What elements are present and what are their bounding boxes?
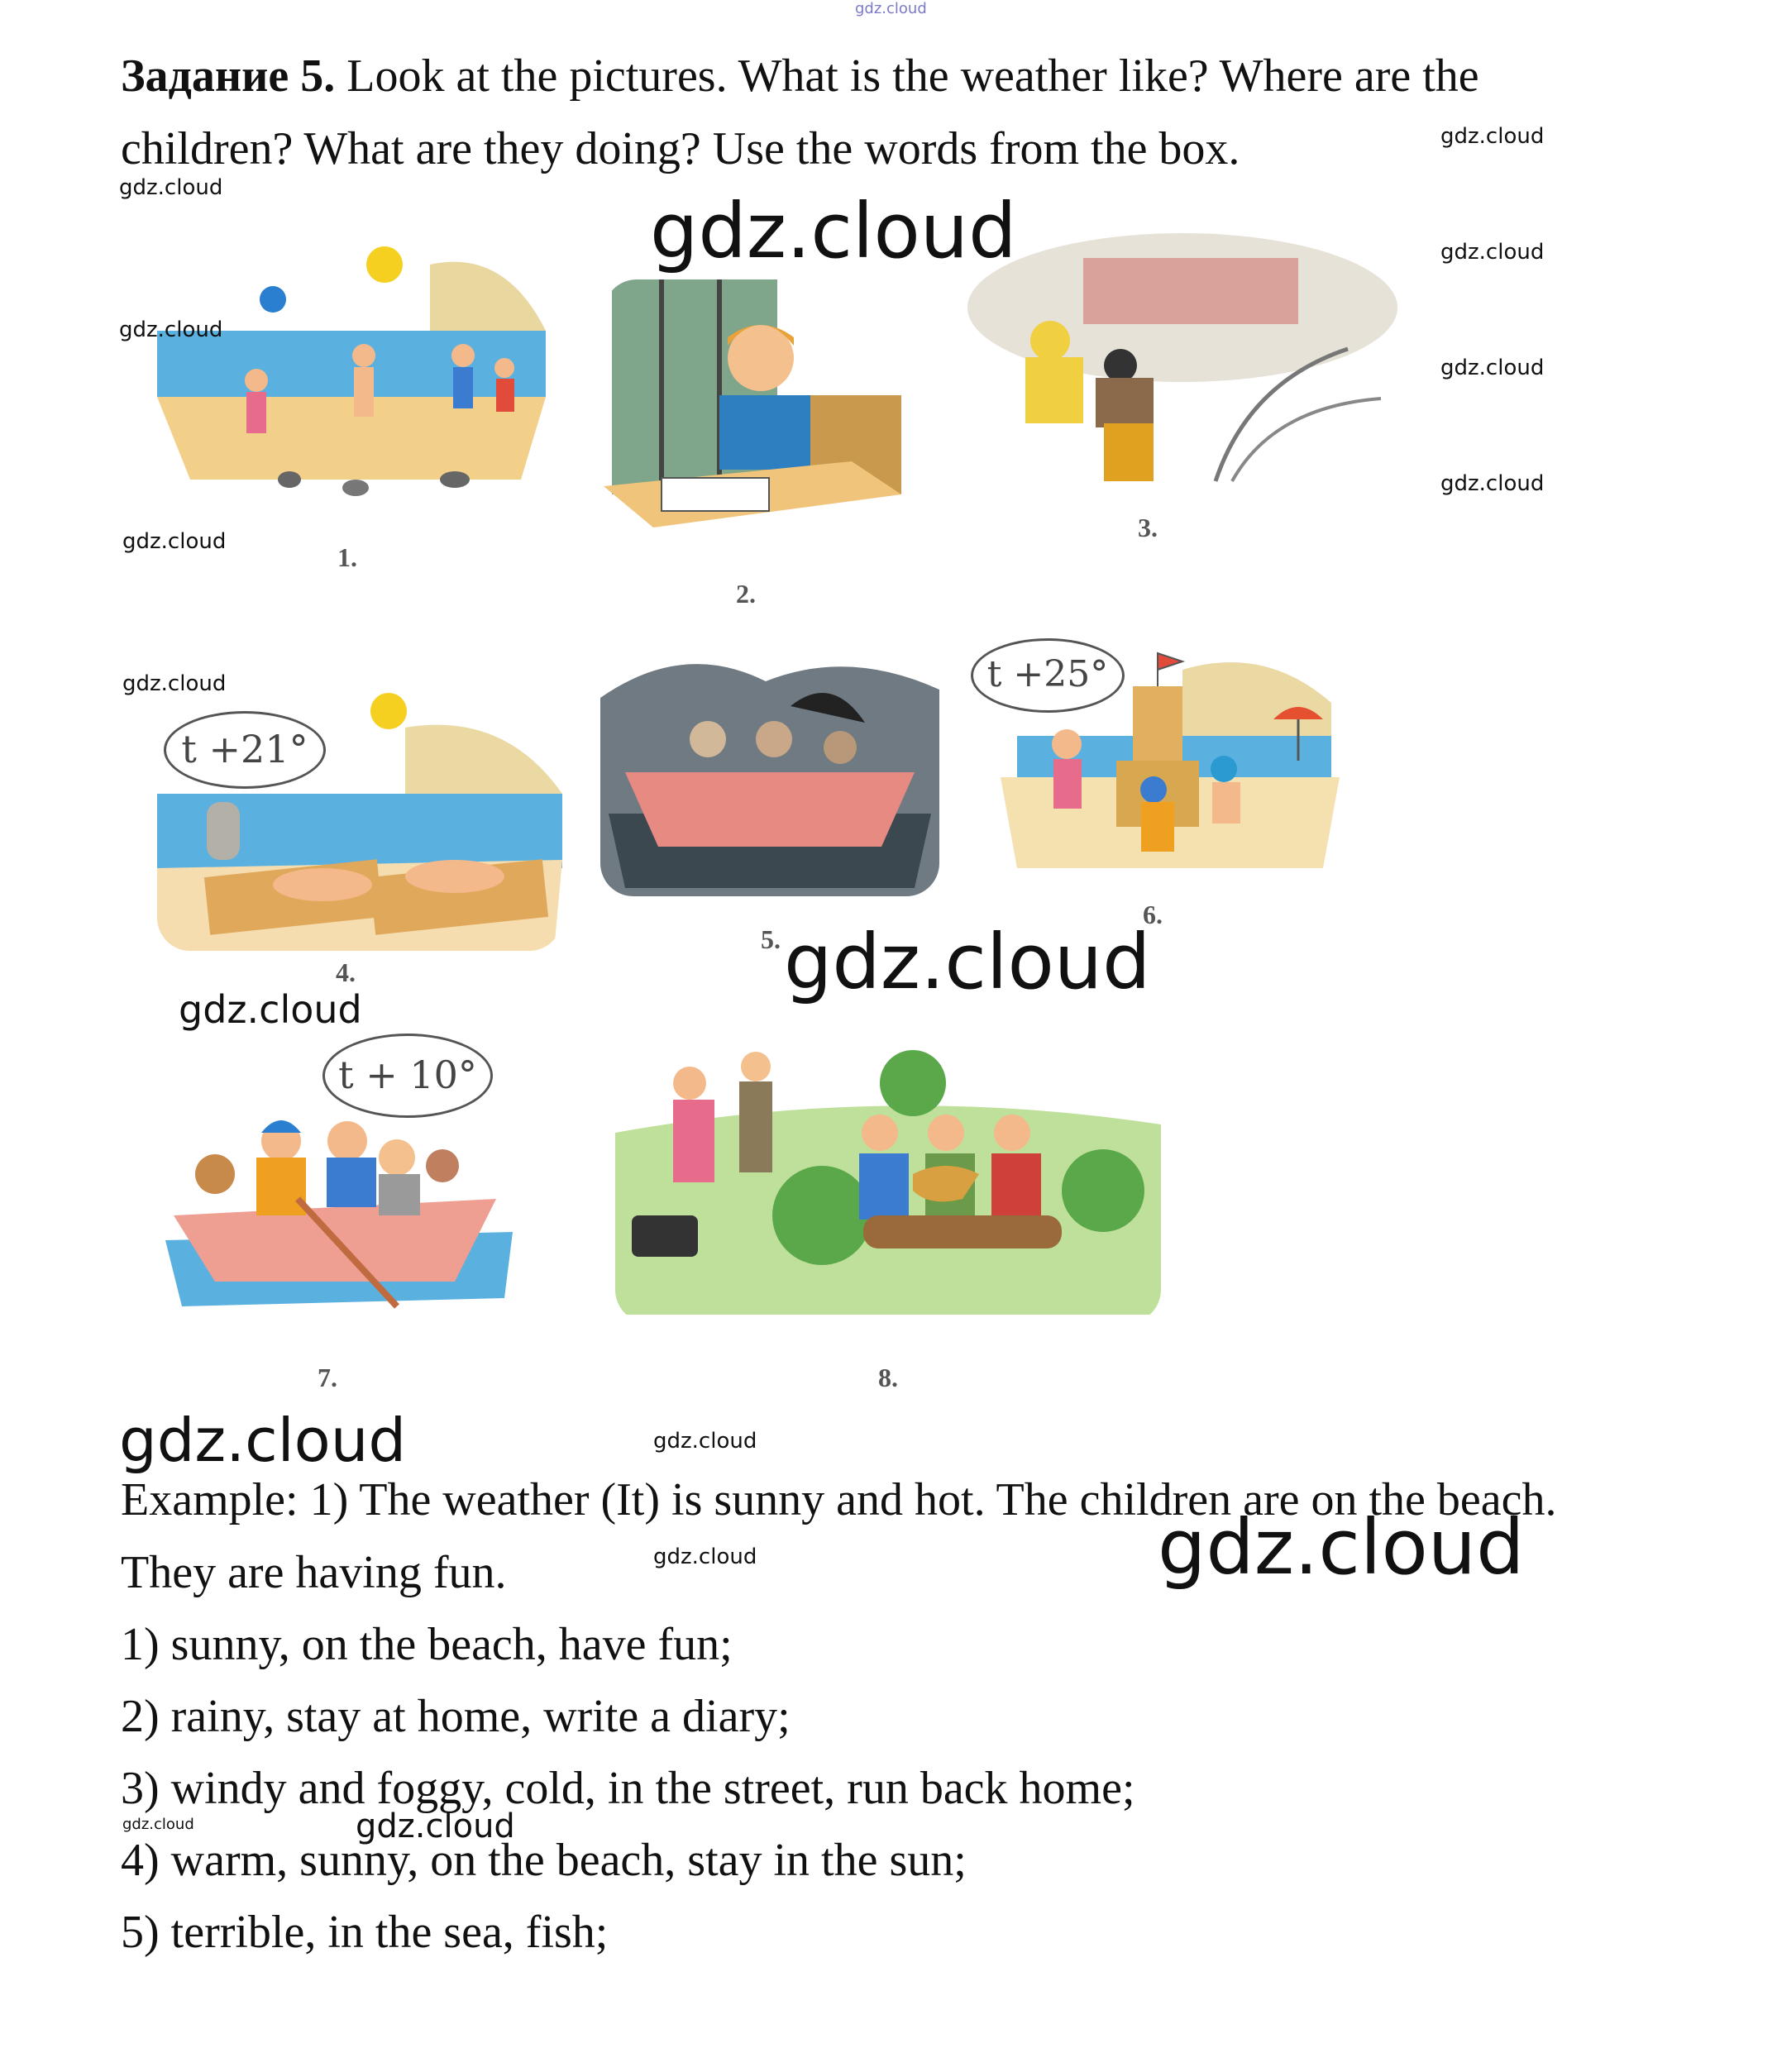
watermark: gdz.cloud bbox=[179, 987, 362, 1032]
picture-2-rainy bbox=[604, 279, 910, 552]
watermark: gdz.cloud bbox=[119, 317, 223, 342]
picture-number-6: 6. bbox=[1143, 900, 1163, 929]
watermark: gdz.cloud bbox=[1440, 240, 1545, 265]
watermark: gdz.cloud bbox=[1440, 356, 1545, 380]
list-item: 1) sunny, on the beach, have fun; bbox=[121, 1619, 733, 1670]
watermark: gdz.cloud bbox=[650, 187, 1017, 275]
watermark: gdz.cloud bbox=[784, 918, 1151, 1006]
picture-8-picnic bbox=[615, 1034, 1161, 1323]
task-text: Look at the pictures. What is the weather like? Where are the children? What are they doing? Use the words from the box. bbox=[121, 50, 1479, 174]
list-item: 5) terrible, in the sea, fish; bbox=[121, 1907, 609, 1958]
rainy-illustration bbox=[604, 279, 910, 552]
watermark: gdz.cloud bbox=[653, 1429, 757, 1454]
watermark: gdz.cloud bbox=[122, 529, 227, 554]
watermark: gdz.cloud bbox=[122, 1816, 194, 1833]
watermark: gdz.cloud bbox=[122, 671, 227, 696]
picture-number-5: 5. bbox=[761, 924, 781, 954]
temperature-bubble-7: t + 10° bbox=[322, 1034, 493, 1118]
picture-number-7: 7. bbox=[318, 1363, 337, 1392]
watermark: gdz.cloud bbox=[653, 1544, 757, 1569]
beach-illustration bbox=[157, 232, 554, 513]
list-item: 3) windy and foggy, cold, in the street, run back home; bbox=[121, 1763, 1135, 1814]
temperature-bubble-4: t +21° bbox=[164, 711, 326, 789]
watermark: gdz.cloud bbox=[356, 1807, 515, 1845]
list-item: 2) rainy, stay at home, write a diary; bbox=[121, 1691, 791, 1742]
picnic-illustration bbox=[615, 1034, 1161, 1323]
task-label: Задание 5. bbox=[121, 50, 336, 102]
picture-number-2: 2. bbox=[736, 579, 756, 609]
picture-1-beach bbox=[157, 232, 554, 513]
picture-7-boat bbox=[165, 1034, 513, 1323]
watermark: gdz.cloud bbox=[119, 1406, 407, 1475]
watermark: gdz.cloud bbox=[119, 175, 223, 200]
picture-4-sunbathing bbox=[157, 678, 562, 951]
list-item: 4) warm, sunny, on the beach, stay in the sun; bbox=[121, 1835, 967, 1886]
picture-number-3: 3. bbox=[1138, 513, 1158, 542]
temperature-bubble-6: t +25° bbox=[971, 638, 1125, 713]
watermark: gdz.cloud bbox=[1440, 124, 1545, 149]
picture-number-4: 4. bbox=[336, 957, 356, 987]
watermark-top: gdz.cloud bbox=[855, 0, 927, 17]
watermark: gdz.cloud bbox=[1440, 471, 1545, 496]
storm-illustration bbox=[600, 648, 939, 896]
task-instruction bbox=[121, 40, 1560, 185]
answer-list bbox=[121, 1609, 1135, 1969]
picture-6-sandcastle bbox=[967, 637, 1356, 876]
picture-number-1: 1. bbox=[337, 542, 357, 572]
picture-number-8: 8. bbox=[878, 1363, 898, 1392]
picture-5-storm bbox=[600, 648, 939, 896]
example-text: Example: 1) The weather (It) is sunny and hot. The children are on the beach. They are having fun. bbox=[121, 1474, 1557, 1598]
watermark: gdz.cloud bbox=[1158, 1503, 1525, 1592]
